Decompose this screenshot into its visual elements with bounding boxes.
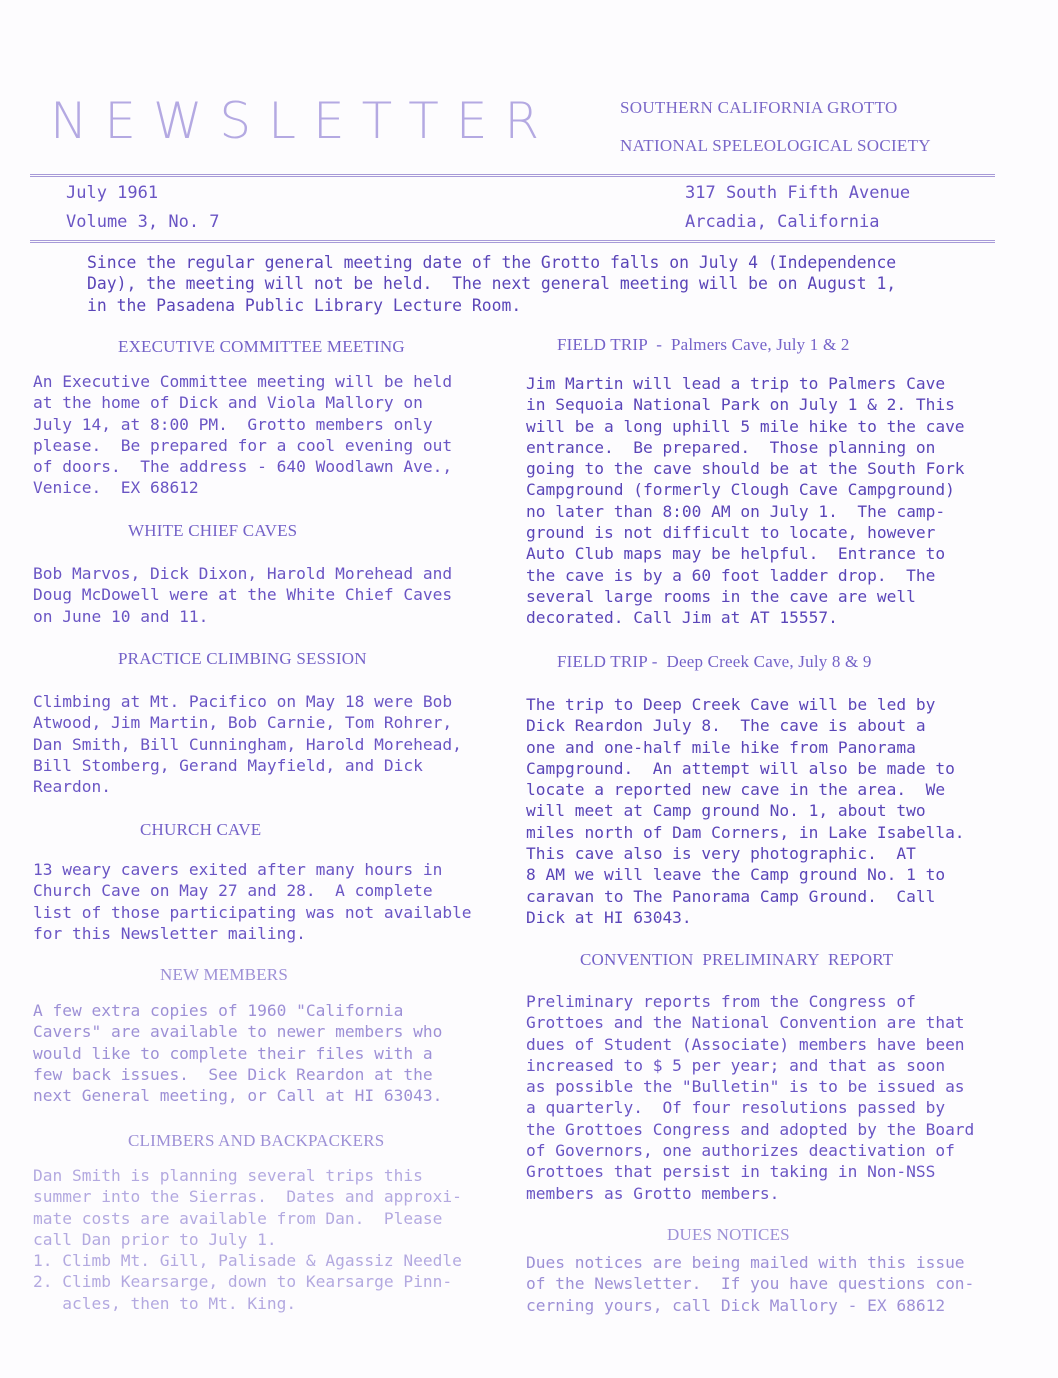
new-members-heading: NEW MEMBERS: [160, 965, 288, 984]
deep-creek-heading: FIELD TRIP - Deep Creek Cave, July 8 & 9: [557, 652, 872, 671]
header-top-rule: [30, 174, 995, 177]
issue-date: July 1961: [66, 183, 159, 203]
intro-paragraph: Since the regular general meeting date of the Grotto falls on July 4 (Independence Day), the meeting will not be held. The next general meeting will be on August 1, in the Pasadena Public Library Lecture Room.: [87, 253, 897, 315]
palmers-cave-heading: FIELD TRIP - Palmers Cave, July 1 & 2: [557, 335, 850, 354]
practice-climbing-heading: PRACTICE CLIMBING SESSION: [118, 649, 367, 668]
address-line2: Arcadia, California: [685, 212, 880, 232]
org-name-line2: NATIONAL SPELEOLOGICAL SOCIETY: [620, 136, 931, 155]
exec-committee-heading: EXECUTIVE COMMITTEE MEETING: [118, 337, 405, 356]
header-bottom-rule: [30, 240, 995, 243]
convention-heading: CONVENTION PRELIMINARY REPORT: [580, 950, 894, 969]
climbers-heading: CLIMBERS AND BACKPACKERS: [128, 1131, 385, 1150]
white-chief-heading: WHITE CHIEF CAVES: [128, 521, 298, 540]
white-chief-body: Bob Marvos, Dick Dixon, Harold Morehead and Doug McDowell were at the White Chief Caves on June 10 and 11.: [33, 564, 453, 626]
practice-climbing-body: Climbing at Mt. Pacifico on May 18 were Bob Atwood, Jim Martin, Bob Carnie, Tom Rohrer, Dan Smith, Bill Cunningham, Harold Morehead, Bill Stomberg, Gerand Mayfield, and Dick Reardon.: [33, 692, 462, 797]
org-name-line1: SOUTHERN CALIFORNIA GROTTO: [620, 98, 898, 117]
issue-volume: Volume 3, No. 7: [66, 212, 220, 232]
palmers-cave-body: Jim Martin will lead a trip to Palmers Cave in Sequoia National Park on July 1 & 2. This will be a long uphill 5 mile hike to the cave entrance. Be prepared. Those planning on going to the cave should be at the South Fork Campground (formerly Clough Cave Campground) no later than 8:00 AM on July 1. The camp- ground is not difficult to locate, however Auto Club maps may be helpful. Entrance to the cave is by a 60 foot ladder drop. The several large rooms in the cave are well decorated. Call Jim at AT 15557.: [526, 374, 965, 628]
exec-committee-body: An Executive Committee meeting will be held at the home of Dick and Viola Mallory on July 14, at 8:00 PM. Grotto members only please. Be prepared for a cool evening out of doors. The address - 640 Woodlawn Ave., Venice. EX 68612: [33, 372, 453, 498]
dues-notices-heading: DUES NOTICES: [667, 1225, 790, 1244]
deep-creek-body: The trip to Deep Creek Cave will be led by Dick Reardon July 8. The cave is about a one and one-half mile hike from Panorama Campground. An attempt will also be made to locate a reported new cave in the area. We will meet at Camp ground No. 1, about two miles north of Dam Corners, in Lake Isabella. This cave also is very photographic. AT 8 AM we will leave the Camp ground No. 1 to caravan to The Panorama Camp Ground. Call Dick at HI 63043.: [526, 695, 965, 927]
church-cave-body: 13 weary cavers exited after many hours in Church Cave on May 27 and 28. A complete list of those participating was not available for this Newsletter mailing.: [33, 860, 472, 943]
convention-body: Preliminary reports from the Congress of Grottoes and the National Convention are that dues of Student (Associate) members have been increased to $ 5 per year; and that as soon as possible the "Bulletin" is to be issued as a quarterly. Of four resolutions passed by the Grottoes Congress and adopted by the Board of Governors, one authorizes deactivation of Grottoes that persist in taking in Non-NSS members as Grotto members.: [526, 992, 975, 1203]
church-cave-heading: CHURCH CAVE: [140, 820, 262, 839]
address-line1: 317 South Fifth Avenue: [685, 183, 911, 203]
climbers-body: Dan Smith is planning several trips this summer into the Sierras. Dates and approxi- mate costs are available from Dan. Please call Dan prior to July 1. 1. Climb Mt. Gill, Palisade & Agassiz Needle 2. Climb Kearsarge, down to Kearsarge Pinn- acles, then to Mt. King.: [33, 1166, 462, 1313]
new-members-body: A few extra copies of 1960 "California Cavers" are available to newer members who would like to complete their files with a few back issues. See Dick Reardon at the next General meeting, or Call at HI 63043.: [33, 1001, 443, 1106]
newsletter-masthead: NEWSLETTER: [50, 92, 557, 150]
dues-notices-body: Dues notices are being mailed with this issue of the Newsletter. If you have questions con- cerning yours, call Dick Mallory - EX 68612: [526, 1253, 975, 1315]
